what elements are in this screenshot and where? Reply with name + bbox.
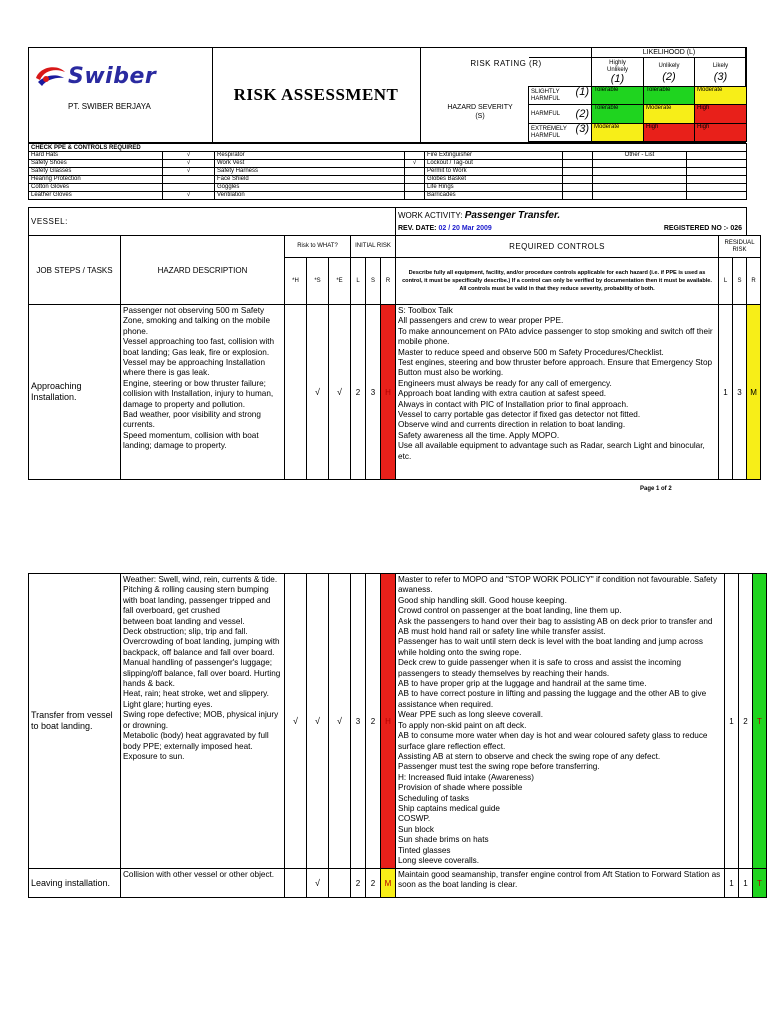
ppe-check: √ bbox=[163, 152, 215, 160]
residual-l-cell: 1 bbox=[719, 305, 733, 480]
ppe-row bbox=[29, 152, 747, 160]
risk-matrix bbox=[528, 47, 747, 142]
ppe-item: Hearing Protection bbox=[29, 176, 163, 184]
ppe-item: Fire Extinguisher bbox=[425, 152, 563, 160]
ppe-row bbox=[29, 176, 747, 184]
risk-e-cell bbox=[329, 869, 351, 898]
ppe-check bbox=[687, 192, 747, 200]
col-rr: R bbox=[747, 258, 761, 305]
initial-r-cell: M bbox=[381, 869, 396, 898]
ppe-item bbox=[593, 160, 687, 168]
ppe-item: Permit to Work bbox=[425, 168, 563, 176]
likelihood-col-1: Highly Unlikely (1) bbox=[592, 58, 644, 87]
ppe-check: √ bbox=[163, 168, 215, 176]
ppe-check bbox=[163, 184, 215, 192]
matrix-cell: Tolerable bbox=[592, 105, 644, 124]
table-row bbox=[29, 305, 761, 480]
col-initial-risk: INITIAL RISK bbox=[351, 236, 396, 258]
severity-row-2: HARMFUL (2) Tolerable Moderate High bbox=[529, 105, 747, 124]
col-sv: S bbox=[366, 258, 381, 305]
matrix-cell: Tolerable bbox=[644, 87, 695, 105]
ppe-item: Other - List bbox=[593, 152, 687, 160]
ppe-check bbox=[563, 184, 593, 192]
risk-h-cell bbox=[285, 869, 307, 898]
likelihood-col-2: Unlikely (2) bbox=[644, 58, 695, 87]
page-number: Page 1 of 2 bbox=[640, 486, 672, 492]
ppe-item: Goggles bbox=[215, 184, 405, 192]
ppe-item: Hard Hats bbox=[29, 152, 163, 160]
col-e: *E bbox=[329, 258, 351, 305]
col-rl: L bbox=[719, 258, 733, 305]
company-logo bbox=[32, 64, 182, 94]
col-required-controls: REQUIRED CONTROLS bbox=[396, 236, 719, 258]
registered-no: REGISTERED NO :- 026 bbox=[663, 225, 742, 232]
risk-h-cell: √ bbox=[285, 574, 307, 869]
ppe-row bbox=[29, 168, 747, 176]
matrix-cell: Moderate bbox=[644, 105, 695, 124]
controls-cell: Maintain good seamanship, transfer engine control from Aft Station to Forward Station as soon as the boat landing is clear. bbox=[396, 869, 725, 898]
col-hazard-description: HAZARD DESCRIPTION bbox=[121, 236, 285, 305]
ppe-check bbox=[563, 160, 593, 168]
info-table bbox=[28, 207, 747, 236]
ppe-item: Respirator bbox=[215, 152, 405, 160]
hazard-cell: Passenger not observing 500 m Safety Zone, smoking and talking on the mobile phone. Vessel approaching too fast, collision with boat landing; Gas leak, fire or explosion. Vessel may be approaching Installation where there is gas leak. Engine, steering or bow thruster failure; collision with Installation, injury to human, damage to property and pollution. Bad weather, poor visibility and strong currents. Speed momentum, collision with boat landing; damage to property. bbox=[121, 305, 285, 480]
residual-s-cell: 3 bbox=[733, 305, 747, 480]
ppe-row bbox=[29, 192, 747, 200]
ppe-check bbox=[687, 152, 747, 160]
ppe-check bbox=[563, 176, 593, 184]
ppe-check bbox=[687, 184, 747, 192]
ppe-check bbox=[405, 192, 425, 200]
likelihood-col-3: Likely (3) bbox=[695, 58, 747, 87]
ppe-check bbox=[405, 152, 425, 160]
likelihood-label: LIKELIHOOD (L) bbox=[592, 48, 747, 58]
matrix-cell: Tolerable bbox=[592, 87, 644, 105]
ppe-check: √ bbox=[405, 160, 425, 168]
residual-r-cell: T bbox=[753, 869, 767, 898]
page-title: RISK ASSESSMENT bbox=[233, 85, 399, 104]
col-r: R bbox=[381, 258, 396, 305]
matrix-cell: High bbox=[644, 124, 695, 142]
ppe-item: Cotton Gloves bbox=[29, 184, 163, 192]
initial-r-cell: H bbox=[381, 574, 396, 869]
assessment-table-page1 bbox=[28, 235, 761, 480]
col-residual-risk: RESIDUAL RISK bbox=[719, 236, 761, 258]
risk-s-cell: √ bbox=[307, 574, 329, 869]
matrix-cell: Moderate bbox=[695, 87, 747, 105]
initial-s-cell: 2 bbox=[366, 869, 381, 898]
ppe-item bbox=[593, 192, 687, 200]
ppe-check bbox=[405, 184, 425, 192]
company-logo-text: Swiber bbox=[68, 64, 157, 89]
company-name: PT. SWIBER BERJAYA bbox=[68, 102, 151, 111]
risk-s-cell: √ bbox=[307, 869, 329, 898]
matrix-cell: Moderate bbox=[592, 124, 644, 142]
risk-rating-label: RISK RATING (R) bbox=[470, 59, 542, 68]
task-cell: Approaching Installation. bbox=[29, 305, 121, 480]
ppe-check: √ bbox=[163, 192, 215, 200]
ppe-check: √ bbox=[163, 160, 215, 168]
table-row bbox=[29, 574, 767, 869]
col-h: *H bbox=[285, 258, 307, 305]
assessment-table-page2 bbox=[28, 573, 767, 898]
ppe-check bbox=[405, 168, 425, 176]
col-s: *S bbox=[307, 258, 329, 305]
controls-cell: Master to refer to MOPO and "STOP WORK POLICY" if condition not favourable. Safety awaness. Good ship handling skill. Good house keeping. Crowd control on passenger at the boat landing, line them up. Ask the passengers to hand over their bag to assisting AB on deck prior to transfer and AB must hold hand rail or safety line while transfer assist. Passenger has to wait until stern deck is level with the boat landing and jump across while holding onto the swing rope. Deck crew to guide passenger when it is safe to cross and assist the incoming passengers to steady themselves by reaching their hands. AB to have proper grip at the luggage and handrail at the same time. AB to have correct posture in lifting and passing the luggage and the other AB to give assistance when required. Wear PPE such as long sleeve coverall. To apply non-skid paint on aft deck. AB to consume more water when day is hot and wear coloured safety glass to reduce surface glare reflection effect. Assisting AB at stern to observe and check the swing rope of any defect. Passenger must test the swing rope before transferring. H: Increased fluid intake (Awareness) Provision of shade where possible Scheduling of tasks Ship captains medical guide COSWP. Sun block Sun shade brims on hats Tinted glasses Long sleeve coveralls. bbox=[396, 574, 725, 869]
ppe-item: Ventilation bbox=[215, 192, 405, 200]
ppe-item bbox=[593, 184, 687, 192]
col-l: L bbox=[351, 258, 366, 305]
matrix-cell: High bbox=[695, 105, 747, 124]
residual-l-cell: 1 bbox=[725, 574, 739, 869]
ppe-item bbox=[593, 168, 687, 176]
table-row bbox=[29, 869, 767, 898]
risk-h-cell bbox=[285, 305, 307, 480]
ppe-row bbox=[29, 184, 747, 192]
ppe-table bbox=[28, 143, 747, 200]
col-risk-to-what: Risk to WHAT? bbox=[285, 236, 351, 258]
severity-row-1: SLIGHTLY HARMFUL (1) Tolerable Tolerable Moderate bbox=[529, 87, 747, 105]
ppe-item: Lockout / Tag-out bbox=[425, 160, 563, 168]
initial-s-cell: 3 bbox=[366, 305, 381, 480]
controls-note: Describe fully all equipment, facility, and/or procedure controls applicable for each hazard (i.e. if PPE is used as control, it must be specifically describe.) If a control can only be verified by documentation then it must be available. All controls must be valid in that they reduce severity, probability of both. bbox=[396, 258, 719, 305]
ppe-item: Safety Glasses bbox=[29, 168, 163, 176]
swiber-logo-icon bbox=[32, 64, 68, 90]
work-activity-label: WORK ACTIVITY: bbox=[398, 211, 463, 220]
ppe-item: Safety Shoes bbox=[29, 160, 163, 168]
residual-s-cell: 1 bbox=[739, 869, 753, 898]
task-cell: Leaving installation. bbox=[29, 869, 121, 898]
ppe-row bbox=[29, 160, 747, 168]
initial-l-cell: 2 bbox=[351, 305, 366, 480]
rev-date-value: 02 / 20 Mar 2009 bbox=[438, 225, 492, 232]
ppe-item: Face Shield bbox=[215, 176, 405, 184]
risk-s-cell: √ bbox=[307, 305, 329, 480]
ppe-check bbox=[563, 192, 593, 200]
hazard-cell: Weather: Swell, wind, rein, currents & tide. Pitching & rolling causing stern bumping with boat landing, passenger tripped and fall overboard, get crushed between boat landing and vessel. Deck obstruction; slip, trip and fall. Overcrowding of boat landing, jumping with backpack, off balance and fall over board. Manual handling of passenger's luggage; slipping/off balance, fall over board. Hurting hands & back. Heat, rain; heat stroke, wet and slippery. Light glare; hurting eyes. Swing rope defective; MOB, physical injury or drowning. Metabolic (body) heat aggravated by full body PPE; externally imposed heat. Exposure to sun. bbox=[121, 574, 285, 869]
ppe-check bbox=[687, 168, 747, 176]
ppe-item: Life Rings bbox=[425, 184, 563, 192]
rev-date-label: REV. DATE: bbox=[398, 225, 437, 232]
severity-row-3: EXTREMELY HARMFUL (3) Moderate High High bbox=[529, 124, 747, 142]
risk-e-cell: √ bbox=[329, 305, 351, 480]
initial-l-cell: 2 bbox=[351, 869, 366, 898]
initial-s-cell: 2 bbox=[366, 574, 381, 869]
residual-r-cell: M bbox=[747, 305, 761, 480]
ppe-check bbox=[563, 168, 593, 176]
ppe-item: Globes Basket bbox=[425, 176, 563, 184]
ppe-title: CHECK PPE & CONTROLS REQUIRED bbox=[29, 144, 747, 152]
residual-r-cell: T bbox=[753, 574, 767, 869]
residual-l-cell: 1 bbox=[725, 869, 739, 898]
ppe-check bbox=[687, 176, 747, 184]
residual-s-cell: 2 bbox=[739, 574, 753, 869]
hazard-severity-label: HAZARD SEVERITY (S) bbox=[447, 104, 513, 120]
ppe-item: Work Vest bbox=[215, 160, 405, 168]
initial-l-cell: 3 bbox=[351, 574, 366, 869]
ppe-check bbox=[405, 176, 425, 184]
ppe-item bbox=[593, 176, 687, 184]
col-job-steps: JOB STEPS / TASKS bbox=[29, 236, 121, 305]
hazard-cell: Collision with other vessel or other object. bbox=[121, 869, 285, 898]
ppe-item: Safety Harness bbox=[215, 168, 405, 176]
ppe-check bbox=[687, 160, 747, 168]
ppe-check bbox=[163, 176, 215, 184]
risk-e-cell: √ bbox=[329, 574, 351, 869]
col-rs: S bbox=[733, 258, 747, 305]
ppe-check bbox=[563, 152, 593, 160]
controls-cell: S: Toolbox Talk All passengers and crew to wear proper PPE. To make announcement on PAto advice passenger to stop smoking and switch off their mobile phone. Master to reduce speed and observe 500 m Safety Procedures/Checklist. Test engines, steering and bow thruster before approach. Ensure that Emergency Stop Button must also be working. Engineers must always be ready for any call of emergency. Approach boat landing with extra caution at safest speed. Always in contact with PIC of Installation prior to final approach. Vessel to carry portable gas detector if fixed gas detector not fitted. Observe wind and currents direction in relation to boat landing. Safety awareness all the time. Apply MOPO. Use all available equipment to advantage such as Radar, search Light and binocular, etc. bbox=[396, 305, 719, 480]
vessel-field: VESSEL: bbox=[29, 208, 396, 236]
matrix-cell: High bbox=[695, 124, 747, 142]
work-activity-value: Passenger Transfer. bbox=[464, 210, 561, 221]
initial-r-cell: H bbox=[381, 305, 396, 480]
ppe-item: Barricades bbox=[425, 192, 563, 200]
ppe-item: Leather Gloves bbox=[29, 192, 163, 200]
task-cell: Transfer from vessel to boat landing. bbox=[29, 574, 121, 869]
